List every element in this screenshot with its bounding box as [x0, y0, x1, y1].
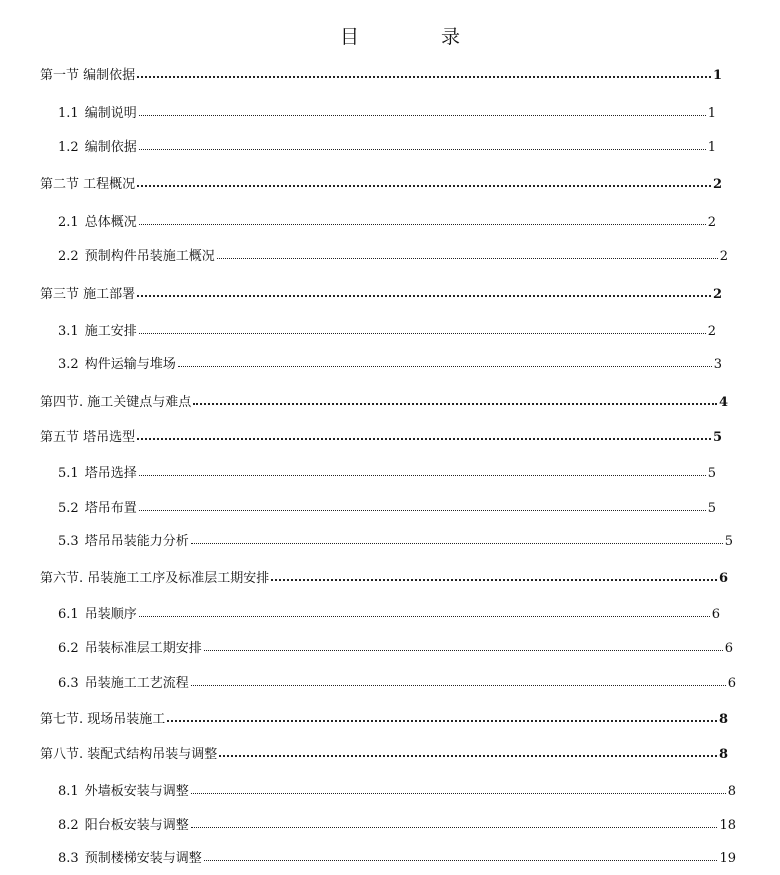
toc-dot-leader	[139, 616, 710, 617]
toc-page-number: 1	[707, 106, 716, 121]
toc-dot-leader	[193, 403, 717, 405]
toc-subsection-row[interactable]	[58, 497, 716, 515]
toc-entry-label	[58, 353, 176, 372]
toc-subsection-row[interactable]	[58, 136, 716, 154]
toc-title-right: 录	[441, 26, 461, 48]
toc-dot-leader	[167, 720, 717, 722]
toc-entry-label	[40, 391, 191, 410]
toc-subsection-row[interactable]	[58, 320, 716, 338]
toc-entry-label	[40, 708, 165, 727]
toc-entry-text: 第七节. 现场吊装施工	[40, 712, 166, 727]
toc-page-number: 5	[707, 501, 716, 516]
toc-entry-label	[40, 173, 135, 192]
toc-entry-text: 总体概况	[84, 215, 137, 230]
toc-subsection-row[interactable]	[58, 814, 736, 832]
toc-entry-text: 第八节. 装配式结构吊装与调整	[40, 747, 218, 762]
toc-subsection-row[interactable]	[58, 353, 722, 371]
toc-dot-leader	[137, 438, 711, 440]
toc-entry-number: 1.1	[58, 106, 79, 121]
toc-entry-text: 吊装标准层工期安排	[84, 641, 202, 656]
toc-entry-text: 预制构件吊装施工概况	[84, 249, 215, 264]
toc-page-number: 2	[712, 177, 722, 192]
toc-page-number: 1	[707, 140, 716, 155]
toc-entry-label	[58, 780, 189, 799]
toc-page-number: 19	[719, 851, 736, 866]
toc-entry-text: 构件运输与堆场	[84, 357, 176, 372]
toc-entry-label	[58, 462, 137, 481]
toc-entry-label	[40, 426, 135, 445]
toc-entry-text: 施工安排	[84, 324, 137, 339]
toc-entry-label	[58, 245, 215, 264]
toc-entry-text: 塔吊布置	[84, 501, 137, 516]
toc-page-number: 6	[724, 641, 733, 656]
toc-subsection-row[interactable]	[58, 603, 720, 621]
toc-entry-number: 2.1	[58, 215, 79, 230]
toc-title	[0, 22, 780, 49]
toc-dot-leader	[139, 149, 706, 150]
toc-page-number: 2	[719, 249, 728, 264]
toc-page-number: 5	[707, 466, 716, 481]
toc-section-row[interactable]	[40, 283, 722, 301]
toc-dot-leader	[139, 333, 706, 334]
toc-dot-leader	[191, 827, 718, 828]
toc-entry-label	[58, 814, 189, 833]
toc-dot-leader	[137, 76, 711, 78]
toc-subsection-row[interactable]	[58, 847, 736, 865]
toc-dot-leader	[137, 295, 711, 297]
toc-title-left: 目	[339, 26, 359, 48]
toc-subsection-row[interactable]	[58, 245, 728, 263]
toc-entry-label	[58, 320, 137, 339]
toc-entry-number: 8.3	[58, 851, 79, 866]
toc-entry-text: 第二节 工程概况	[40, 177, 136, 192]
toc-subsection-row[interactable]	[58, 672, 736, 690]
toc-section-row[interactable]	[40, 173, 722, 191]
toc-section-row[interactable]	[40, 708, 728, 726]
toc-subsection-row[interactable]	[58, 102, 716, 120]
toc-entry-number: 6.2	[58, 641, 79, 656]
toc-entry-label	[40, 567, 269, 586]
toc-entry-text: 编制说明	[84, 106, 137, 121]
toc-entry-number: 8.2	[58, 818, 79, 833]
toc-page-number: 5	[712, 430, 722, 445]
toc-dot-leader	[137, 185, 711, 187]
toc-page-number: 2	[707, 324, 716, 339]
toc-page-number: 5	[724, 534, 733, 549]
toc-entry-number: 6.3	[58, 676, 79, 691]
toc-section-row[interactable]	[40, 391, 728, 409]
toc-subsection-row[interactable]	[58, 530, 733, 548]
toc-page-number: 6	[718, 571, 728, 586]
toc-entry-label	[58, 530, 189, 549]
toc-section-row[interactable]	[40, 567, 728, 585]
toc-entry-label	[40, 283, 135, 302]
toc-entry-number: 8.1	[58, 784, 79, 799]
toc-dot-leader	[191, 685, 726, 686]
toc-page-number: 2	[712, 287, 722, 302]
toc-dot-leader	[178, 366, 712, 367]
toc-page-number: 2	[707, 215, 716, 230]
toc-entry-label	[58, 847, 202, 866]
toc-section-row[interactable]	[40, 743, 728, 761]
toc-entry-text: 吊装顺序	[84, 607, 137, 622]
toc-dot-leader	[139, 475, 706, 476]
toc-entry-number: 2.2	[58, 249, 79, 264]
toc-dot-leader	[204, 650, 723, 651]
toc-entry-number: 3.1	[58, 324, 79, 339]
toc-dot-leader	[219, 755, 717, 757]
toc-entry-number: 6.1	[58, 607, 79, 622]
toc-entry-number: 5.1	[58, 466, 79, 481]
toc-page-number: 4	[718, 395, 728, 410]
toc-dot-leader	[139, 510, 706, 511]
toc-entry-text: 外墙板安装与调整	[84, 784, 189, 799]
toc-entry-text: 第五节 塔吊选型	[40, 430, 136, 445]
toc-page-number: 8	[727, 784, 736, 799]
toc-entry-text: 塔吊选择	[84, 466, 137, 481]
toc-entry-label	[58, 672, 189, 691]
toc-entry-label	[58, 637, 202, 656]
toc-entry-text: 阳台板安装与调整	[84, 818, 189, 833]
toc-entry-label	[58, 603, 137, 622]
toc-entry-text: 吊装施工工艺流程	[84, 676, 189, 691]
toc-page-number: 8	[718, 712, 728, 727]
toc-entry-label	[58, 102, 137, 121]
toc-entry-text: 第三节 施工部署	[40, 287, 136, 302]
toc-subsection-row[interactable]	[58, 637, 733, 655]
toc-dot-leader	[271, 579, 717, 581]
toc-section-row[interactable]	[40, 426, 722, 444]
toc-dot-leader	[191, 793, 726, 794]
toc-page-number: 8	[718, 747, 728, 762]
toc-entry-label	[40, 743, 217, 762]
toc-page-number: 1	[712, 68, 722, 83]
toc-entry-text: 预制楼梯安装与调整	[84, 851, 202, 866]
toc-entry-label	[58, 211, 137, 230]
toc-section-row[interactable]	[40, 64, 722, 82]
toc-subsection-row[interactable]	[58, 462, 716, 480]
toc-entry-number: 1.2	[58, 140, 79, 155]
toc-entry-label	[58, 497, 137, 516]
toc-dot-leader	[139, 224, 706, 225]
toc-entry-label	[58, 136, 137, 155]
toc-dot-leader	[217, 258, 718, 259]
toc-entry-number: 5.2	[58, 501, 79, 516]
toc-dot-leader	[139, 115, 706, 116]
toc-entry-text: 第四节. 施工关键点与难点	[40, 395, 192, 410]
toc-entry-number: 3.2	[58, 357, 79, 372]
toc-dot-leader	[204, 860, 718, 861]
toc-entry-text: 第六节. 吊装施工工序及标准层工期安排	[40, 571, 270, 586]
toc-page-number: 6	[727, 676, 736, 691]
toc-subsection-row[interactable]	[58, 780, 736, 798]
toc-page-number: 18	[719, 818, 736, 833]
toc-entry-label	[40, 64, 135, 83]
toc-entry-text: 第一节 编制依据	[40, 68, 136, 83]
toc-dot-leader	[191, 543, 723, 544]
toc-page-number: 3	[713, 357, 722, 372]
toc-entry-number: 5.3	[58, 534, 79, 549]
toc-page-number: 6	[711, 607, 720, 622]
toc-entry-text: 塔吊吊装能力分析	[84, 534, 189, 549]
toc-subsection-row[interactable]	[58, 211, 716, 229]
toc-entry-text: 编制依据	[84, 140, 137, 155]
